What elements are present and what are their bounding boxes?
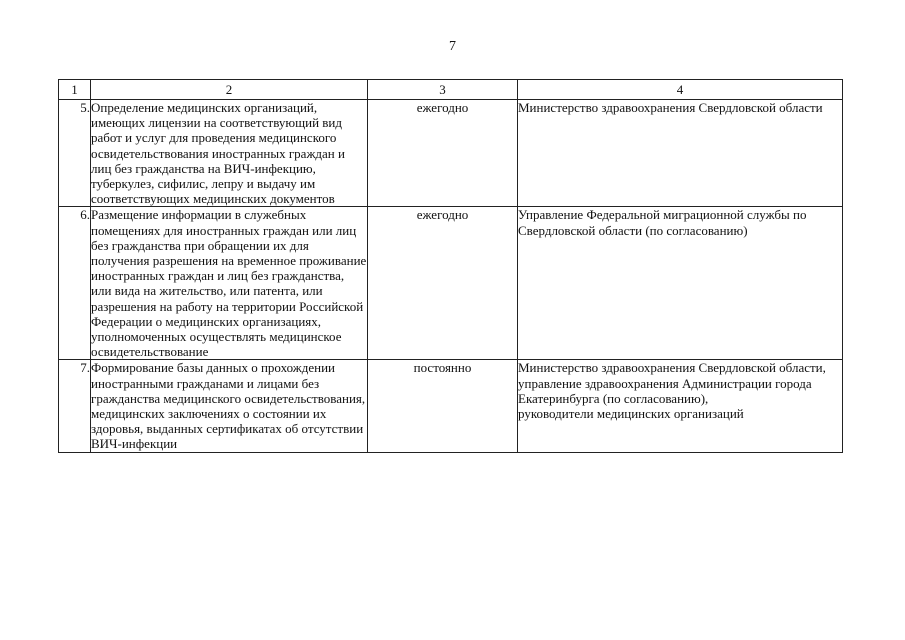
row-executors — [518, 100, 843, 207]
executor-line: руководители медицинских организаций — [518, 406, 744, 422]
table-header-row — [59, 80, 843, 100]
row-action: Формирование базы данных о прохождении иностранными гражданами и лицами без гражданства медицинского освидетельствования, медицинских заключениях о состоянии их здоровья, выданных сертификатах об отсутствии ВИЧ-инфекции — [91, 360, 368, 452]
table-row — [59, 207, 843, 360]
header-col-4: 4 — [518, 80, 843, 100]
row-action: Определение медицинских организаций, имеющих лицензии на соответствующий вид работ и услуг для проведения медицинского освидетельствования иностранных граждан и лиц без гражданства на ВИЧ-инфекцию, туберкулез, сифилис, лепру и выдачу им соответствующих медицинских документов — [91, 100, 368, 207]
header-col-2: 2 — [91, 80, 368, 100]
row-action: Размещение информации в служебных помещениях для иностранных граждан или лиц без гражданства при обращении их для получения разрешения на временное проживание иностранных граждан и лиц без гражданства, или вида на жительство, или патента, или разрешения на работу на территории Российской Федерации о медицинских организациях, уполномоченных осуществлять медицинское освидетельствование — [91, 207, 367, 360]
table-row — [59, 360, 843, 452]
page-number: 7 — [449, 39, 456, 54]
row-number: 5. — [59, 100, 91, 207]
row-term: ежегодно — [368, 207, 518, 360]
executor-line: управление здравоохранения Администрации города Екатеринбурга (по согласованию), — [518, 375, 812, 406]
row-term: ежегодно — [368, 100, 518, 207]
row-number: 6. — [59, 207, 91, 360]
row-executors — [518, 207, 843, 360]
row-term: постоянно — [368, 360, 518, 452]
executor-line: Министерство здравоохранения Свердловской области — [518, 100, 823, 115]
row-executors — [518, 360, 843, 452]
table-row — [59, 100, 843, 207]
executor-line: Министерство здравоохранения Свердловской области, — [518, 360, 826, 376]
measures-table — [58, 79, 843, 453]
header-col-1: 1 — [59, 80, 91, 100]
header-col-3: 3 — [368, 80, 518, 100]
executor-line: Управление Федеральной миграционной службы по Свердловской области (по согласованию) — [518, 207, 807, 238]
row-number: 7. — [59, 360, 91, 452]
